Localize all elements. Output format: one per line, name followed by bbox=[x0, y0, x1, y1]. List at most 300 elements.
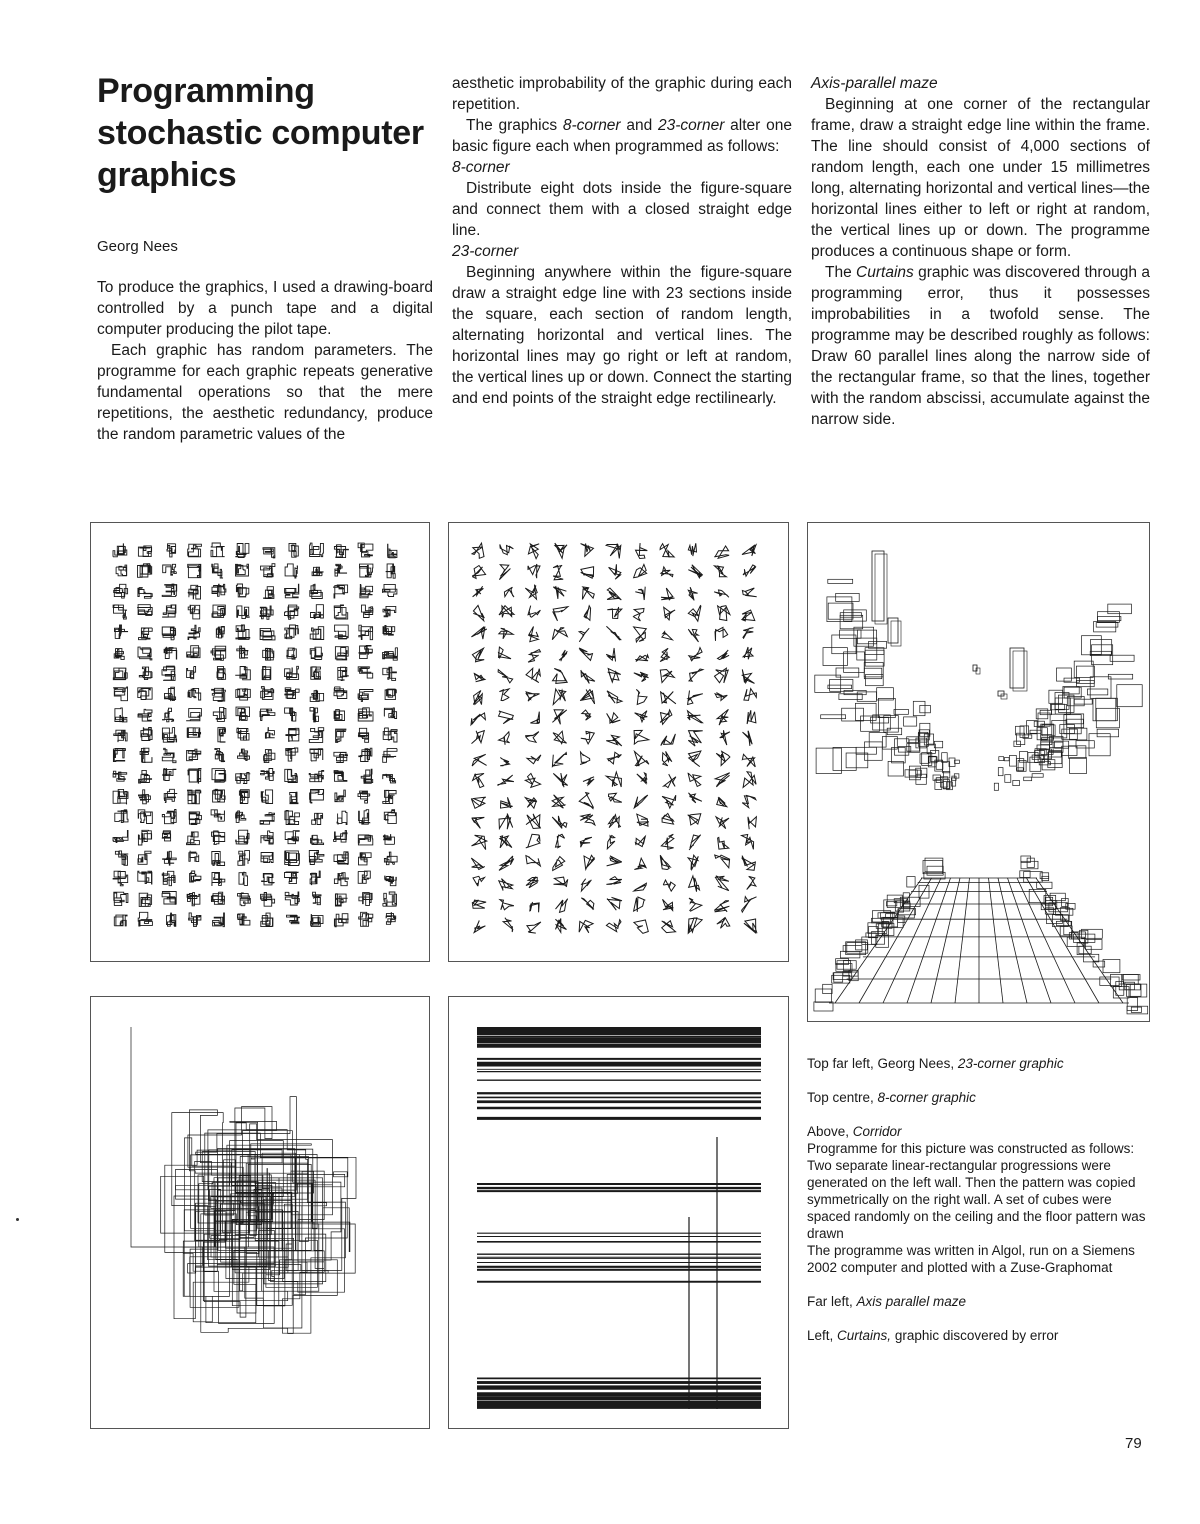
wall-block bbox=[1074, 661, 1093, 677]
cell-figure bbox=[285, 625, 299, 639]
cell-figure bbox=[359, 646, 372, 659]
cell-figure bbox=[472, 900, 486, 908]
cell-figure bbox=[334, 873, 348, 886]
caption-curtains: Left, Curtains, graphic discovered by error bbox=[807, 1328, 1059, 1343]
cell-figure bbox=[358, 667, 373, 678]
wall-block bbox=[1094, 622, 1116, 632]
cell-figure bbox=[717, 798, 727, 807]
cell-figure bbox=[188, 625, 200, 639]
cell-figure bbox=[236, 544, 249, 558]
cell-figure bbox=[239, 790, 249, 804]
plot-corridor bbox=[808, 523, 1149, 1021]
cell-figure bbox=[579, 628, 589, 642]
cell-figure bbox=[285, 605, 299, 619]
cell-figure bbox=[714, 901, 729, 912]
wall-block bbox=[1108, 674, 1132, 679]
cell-figure bbox=[261, 853, 273, 863]
cell-figure bbox=[525, 798, 537, 809]
cell-figure bbox=[359, 810, 370, 825]
cell-figure bbox=[310, 584, 323, 598]
cell-figure bbox=[689, 669, 703, 681]
cell-figure bbox=[528, 606, 540, 618]
cell-figure bbox=[607, 856, 622, 866]
cell-figure bbox=[236, 667, 251, 680]
cell-figure bbox=[744, 689, 757, 701]
cell-figure bbox=[579, 648, 592, 660]
cell-figure bbox=[260, 628, 275, 640]
cell-figure bbox=[335, 894, 347, 906]
floor-line bbox=[998, 878, 1027, 1003]
cell-figure bbox=[499, 606, 514, 618]
cell-figure bbox=[188, 688, 201, 700]
figure-corridor bbox=[807, 522, 1150, 1022]
wall-block bbox=[834, 973, 843, 983]
cell-figure bbox=[472, 835, 487, 849]
cell-figure bbox=[689, 751, 701, 767]
cell-figure bbox=[162, 748, 176, 762]
cell-figure bbox=[360, 585, 373, 598]
wall-block bbox=[827, 597, 852, 622]
cell-figure bbox=[167, 544, 176, 557]
cell-figure bbox=[358, 708, 373, 721]
cell-figure bbox=[472, 648, 484, 662]
cell-figure bbox=[688, 711, 703, 723]
cell-figure bbox=[309, 771, 324, 782]
paragraph: Beginning at one corner of the rectangular frame, draw a straight edge line within the frame. The line should consist of 4,000 sections of random length, each one under 15 millimetres long, alternating horizontal and vertical lines—the horizontal lines either to left or right at random, the vertical lines up or down. The programme produces a continuous shape or form. bbox=[811, 96, 1150, 260]
cell-figure bbox=[582, 710, 591, 720]
wall-block bbox=[828, 685, 852, 689]
cell-figure bbox=[552, 628, 567, 640]
wall-block bbox=[865, 648, 884, 655]
cell-figure bbox=[717, 709, 728, 725]
wall-block bbox=[866, 675, 884, 686]
cell-figure bbox=[164, 647, 177, 659]
cell-figure bbox=[138, 647, 152, 660]
cell-figure bbox=[606, 772, 621, 787]
wall-block bbox=[904, 717, 917, 726]
cell-figure bbox=[581, 879, 591, 891]
cell-figure bbox=[212, 564, 223, 578]
cell-figure bbox=[238, 749, 250, 761]
ceiling-cube bbox=[872, 551, 884, 621]
cell-figure bbox=[584, 855, 595, 869]
caption-maze: Far left, Axis parallel maze bbox=[807, 1294, 967, 1309]
cell-figure bbox=[388, 544, 397, 558]
cell-figure bbox=[334, 831, 347, 843]
paragraph: The Curtains graphic was discovered through a programming error, thus it possesses improbabilities in a twofold sense. The programme may be described roughly as follows: Draw 60 parallel lines along the narrow side of the rectangular frame, so that the lines, together with the random abscissi, accumulate against the narrow side. bbox=[811, 264, 1150, 428]
cell-figure bbox=[309, 851, 324, 865]
cell-figure bbox=[188, 769, 201, 784]
cell-figure bbox=[383, 648, 398, 660]
wall-block bbox=[1024, 777, 1032, 781]
cell-figure bbox=[261, 564, 275, 577]
cell-figure bbox=[742, 754, 755, 767]
cell-figure bbox=[114, 730, 127, 742]
cell-figure bbox=[634, 897, 645, 912]
cell-figure bbox=[662, 751, 672, 765]
cell-figure bbox=[335, 564, 347, 576]
wall-block bbox=[924, 734, 933, 745]
cell-figure bbox=[261, 790, 272, 804]
cell-figure bbox=[661, 567, 673, 577]
cell-figure bbox=[634, 858, 646, 869]
floor-line bbox=[955, 878, 970, 1003]
cell-figure bbox=[163, 605, 176, 617]
cell-figure bbox=[689, 648, 702, 661]
wall-block bbox=[1096, 698, 1118, 721]
cell-figure bbox=[212, 688, 226, 701]
cell-figure bbox=[471, 797, 486, 808]
wall-block bbox=[833, 747, 856, 770]
cell-figure bbox=[715, 876, 729, 891]
ceiling-cube bbox=[1013, 651, 1027, 691]
wall-block bbox=[1013, 780, 1020, 785]
floor-line bbox=[931, 878, 960, 1003]
cell-figure bbox=[688, 814, 701, 825]
paragraph: To produce the graphics, I used a drawing-board controlled by a punch tape and a digital computer producing the pilot tape. bbox=[97, 279, 433, 338]
cell-figure bbox=[115, 810, 128, 823]
caption-corridor: Above, Corridor Programme for this picture was constructed as follows: Two separate linear-rectangular progressions were generated on the left wall. Then the pattern was copied symmetrically on the right wall. A set of cubes were spaced randomly on the ceiling and the floor pattern was drawn The programme was written in Algol, run on a Siemens 2002 computer and plotted with a Zuse-Graphomat bbox=[807, 1124, 1146, 1275]
cell-figure bbox=[715, 693, 727, 701]
cell-figure bbox=[499, 814, 513, 830]
wall-block bbox=[888, 761, 903, 776]
wall-block bbox=[1096, 623, 1118, 628]
cell-figure bbox=[115, 708, 127, 722]
cell-figure bbox=[167, 913, 176, 926]
cell-figure bbox=[714, 546, 729, 558]
cell-figure bbox=[714, 590, 729, 597]
ceiling-cube bbox=[888, 618, 898, 643]
wall-block bbox=[1062, 746, 1077, 755]
wall-block bbox=[844, 652, 865, 673]
cell-figure bbox=[473, 605, 484, 620]
wall-block bbox=[1027, 721, 1038, 734]
cell-figure bbox=[635, 655, 648, 662]
cell-figure bbox=[500, 900, 514, 910]
wall-block bbox=[1074, 699, 1092, 704]
cell-figure bbox=[213, 707, 226, 721]
wall-block bbox=[1116, 982, 1124, 996]
wall-block bbox=[1017, 768, 1024, 772]
cell-figure bbox=[504, 587, 514, 597]
cell-figure bbox=[359, 625, 373, 640]
wall-block bbox=[999, 757, 1004, 761]
cell-figure bbox=[138, 564, 152, 578]
cell-figure bbox=[528, 544, 539, 559]
cell-figure bbox=[187, 832, 200, 845]
cell-figure bbox=[337, 811, 347, 824]
cell-figure bbox=[559, 650, 567, 661]
cell-figure bbox=[718, 837, 729, 849]
cell-figure bbox=[717, 918, 730, 928]
cell-figure bbox=[742, 856, 756, 871]
cell-figure bbox=[310, 708, 319, 722]
cell-figure bbox=[715, 773, 730, 787]
cell-figure bbox=[689, 793, 702, 803]
ceiling-cube bbox=[1010, 648, 1024, 688]
cell-figure bbox=[579, 920, 593, 932]
cell-figure bbox=[114, 915, 127, 926]
cell-figure bbox=[472, 817, 485, 828]
cell-figure bbox=[187, 667, 196, 679]
cell-figure bbox=[499, 565, 510, 580]
cell-figure bbox=[263, 548, 275, 558]
wall-block bbox=[1005, 775, 1011, 783]
cell-figure bbox=[285, 810, 300, 824]
cell-figure bbox=[499, 689, 509, 701]
wall-block bbox=[1076, 666, 1094, 683]
cell-figure bbox=[526, 856, 541, 866]
cell-figure bbox=[553, 689, 566, 705]
cell-figure bbox=[634, 795, 648, 808]
cell-figure bbox=[113, 748, 125, 761]
cell-figure bbox=[607, 588, 621, 600]
cell-figure bbox=[264, 750, 275, 763]
cell-figure bbox=[138, 912, 152, 926]
cell-figure bbox=[606, 920, 621, 932]
cell-figure bbox=[580, 837, 592, 847]
cell-figure bbox=[285, 708, 296, 721]
cell-figure bbox=[213, 913, 225, 927]
cell-figure bbox=[553, 586, 566, 599]
cell-figure bbox=[238, 914, 250, 925]
wall-block bbox=[913, 701, 925, 715]
cell-figure bbox=[211, 543, 224, 557]
wall-block bbox=[1117, 685, 1142, 707]
maze-line bbox=[131, 1027, 356, 1334]
cell-figure bbox=[503, 918, 513, 932]
cell-figure bbox=[743, 565, 756, 576]
cell-figure bbox=[383, 728, 397, 742]
cell-figure bbox=[553, 857, 565, 871]
paragraph: Beginning anywhere within the figure-square draw a straight edge line with 23 sections inside the square, each section of random length, alternating horizontal and vertical lines. The horizontal lines may go right or left at random, the vertical lines up or down. Connect the starting and end points of the straight edge rectilinearly. bbox=[452, 264, 792, 407]
cell-figure bbox=[715, 668, 729, 683]
cell-figure bbox=[744, 919, 757, 933]
cell-figure bbox=[688, 918, 702, 933]
wall-block bbox=[1130, 984, 1147, 997]
wall-block bbox=[1037, 882, 1052, 888]
cell-figure bbox=[742, 545, 756, 556]
cell-figure bbox=[287, 915, 300, 924]
cell-figure bbox=[114, 892, 128, 905]
cell-figure bbox=[334, 687, 347, 699]
cell-figure bbox=[114, 649, 124, 660]
cell-figure bbox=[635, 587, 645, 600]
wall-block bbox=[884, 716, 899, 733]
cell-figure bbox=[359, 893, 372, 906]
cell-figure bbox=[720, 730, 730, 745]
cell-figure bbox=[236, 584, 248, 597]
cell-figure bbox=[138, 546, 151, 557]
cell-figure bbox=[362, 605, 373, 617]
wall-block bbox=[1004, 758, 1009, 761]
cell-figure bbox=[187, 728, 200, 738]
cell-figure bbox=[165, 687, 176, 701]
cell-figure bbox=[688, 587, 697, 600]
wall-block bbox=[832, 635, 856, 654]
text-column-3 bbox=[811, 73, 1150, 430]
cell-figure bbox=[285, 564, 297, 578]
cell-figure bbox=[334, 605, 348, 619]
cell-figure bbox=[552, 753, 566, 767]
cell-figure bbox=[581, 567, 594, 578]
wall-block bbox=[887, 728, 902, 735]
cell-figure bbox=[689, 876, 700, 892]
wall-block bbox=[1070, 758, 1087, 774]
cell-figure bbox=[309, 728, 323, 743]
cell-figure bbox=[285, 688, 299, 699]
cell-figure bbox=[500, 797, 512, 808]
wall-block bbox=[837, 961, 856, 970]
cell-figure bbox=[313, 892, 321, 905]
wall-block bbox=[865, 742, 883, 760]
wall-block bbox=[869, 733, 886, 748]
cell-figure bbox=[188, 790, 201, 804]
wall-block bbox=[1110, 655, 1134, 661]
cell-figure bbox=[552, 795, 565, 808]
cell-figure bbox=[312, 567, 323, 576]
cell-figure bbox=[188, 544, 202, 557]
cell-figure bbox=[383, 790, 396, 803]
cell-figure bbox=[473, 691, 482, 705]
cell-figure bbox=[527, 755, 541, 764]
cell-figure bbox=[164, 789, 177, 802]
wall-block bbox=[1030, 730, 1041, 733]
cell-figure bbox=[361, 769, 373, 783]
cell-figure bbox=[162, 831, 170, 841]
figure-axis-parallel-maze bbox=[90, 996, 430, 1429]
wall-block bbox=[1040, 873, 1049, 879]
cell-figure bbox=[238, 851, 250, 866]
cell-figure bbox=[554, 877, 568, 886]
figure-curtains bbox=[448, 996, 789, 1429]
cell-figure bbox=[499, 647, 512, 659]
cell-figure bbox=[661, 692, 676, 704]
cell-figure bbox=[526, 692, 539, 701]
cell-figure bbox=[138, 871, 152, 884]
cell-figure bbox=[742, 588, 756, 597]
paragraph: Distribute eight dots inside the figure-square and connect them with a closed straight edge line. bbox=[452, 180, 792, 239]
cell-figure bbox=[553, 669, 568, 684]
cell-figure bbox=[286, 728, 299, 741]
cell-figure bbox=[607, 713, 621, 723]
cell-figure bbox=[499, 856, 514, 870]
cell-figure bbox=[662, 632, 673, 640]
cell-figure bbox=[606, 544, 621, 559]
wall-block bbox=[840, 630, 861, 638]
cell-figure bbox=[310, 789, 324, 803]
cell-figure bbox=[239, 872, 248, 886]
cell-figure bbox=[660, 710, 672, 724]
ceiling-cube bbox=[875, 554, 887, 624]
cell-figure bbox=[212, 605, 225, 617]
cell-figure bbox=[138, 830, 151, 845]
cell-figure bbox=[113, 668, 127, 680]
cell-figure bbox=[285, 666, 299, 679]
cell-figure bbox=[217, 667, 226, 680]
cell-figure bbox=[312, 813, 323, 824]
cell-figure bbox=[582, 587, 594, 600]
cell-figure bbox=[556, 899, 568, 913]
cell-figure bbox=[663, 899, 674, 910]
paragraph: aesthetic improbability of the graphic during each repetition. bbox=[452, 75, 792, 113]
cell-figure bbox=[606, 735, 622, 746]
cell-figure bbox=[190, 871, 201, 882]
cell-figure bbox=[114, 687, 128, 701]
cell-figure bbox=[189, 851, 199, 862]
cell-figure bbox=[285, 892, 299, 905]
cell-figure bbox=[383, 625, 395, 635]
cell-figure bbox=[139, 667, 152, 680]
cell-figure bbox=[335, 625, 349, 639]
wall-block bbox=[898, 909, 914, 918]
cell-figure bbox=[471, 627, 486, 640]
cell-figure bbox=[287, 648, 297, 659]
subheading-maze: Axis-parallel maze bbox=[811, 75, 938, 92]
cell-figure bbox=[664, 774, 676, 788]
wall-block bbox=[1098, 617, 1121, 621]
wall-block bbox=[828, 603, 853, 619]
cell-figure bbox=[187, 892, 200, 905]
cell-figure bbox=[748, 817, 757, 830]
wall-block bbox=[1023, 735, 1032, 738]
cell-figure bbox=[311, 915, 323, 927]
cell-figure bbox=[116, 565, 127, 576]
cell-figure bbox=[581, 670, 595, 683]
cell-figure bbox=[635, 836, 645, 846]
cell-figure bbox=[334, 545, 348, 558]
cell-figure bbox=[113, 605, 127, 619]
cell-figure bbox=[289, 543, 298, 557]
cell-figure bbox=[383, 584, 397, 596]
cell-figure bbox=[664, 607, 675, 620]
floor-line bbox=[883, 878, 941, 1003]
wall-block bbox=[920, 754, 929, 763]
cell-figure bbox=[579, 793, 593, 809]
cell-figure bbox=[310, 749, 323, 761]
cell-figure bbox=[115, 851, 127, 865]
cell-figure bbox=[215, 748, 225, 761]
cell-figure bbox=[606, 648, 615, 662]
cell-figure bbox=[581, 898, 594, 910]
cell-figure bbox=[236, 625, 250, 639]
cell-figure bbox=[525, 732, 539, 743]
cell-figure bbox=[715, 855, 730, 868]
wall-block bbox=[1131, 1007, 1141, 1012]
cell-figure bbox=[237, 606, 249, 619]
cell-figure bbox=[236, 564, 249, 576]
cell-figure bbox=[188, 564, 201, 577]
wall-block bbox=[862, 937, 877, 945]
cell-figure bbox=[688, 606, 701, 622]
cell-figure bbox=[473, 586, 484, 597]
cell-figure bbox=[660, 544, 674, 558]
cell-figure bbox=[526, 834, 540, 848]
cell-figure bbox=[162, 892, 176, 905]
cell-figure bbox=[660, 670, 674, 683]
cell-figure bbox=[338, 667, 349, 680]
curtain-band bbox=[477, 1402, 761, 1408]
cell-figure bbox=[386, 564, 395, 578]
plot-23-corner bbox=[91, 523, 429, 961]
cell-figure bbox=[162, 810, 176, 824]
cell-figure bbox=[527, 922, 541, 933]
cell-figure bbox=[261, 913, 273, 927]
figure-8-corner bbox=[448, 522, 789, 962]
cell-figure bbox=[473, 876, 485, 886]
cell-figure bbox=[499, 628, 513, 639]
curtain-band bbox=[477, 1027, 761, 1033]
